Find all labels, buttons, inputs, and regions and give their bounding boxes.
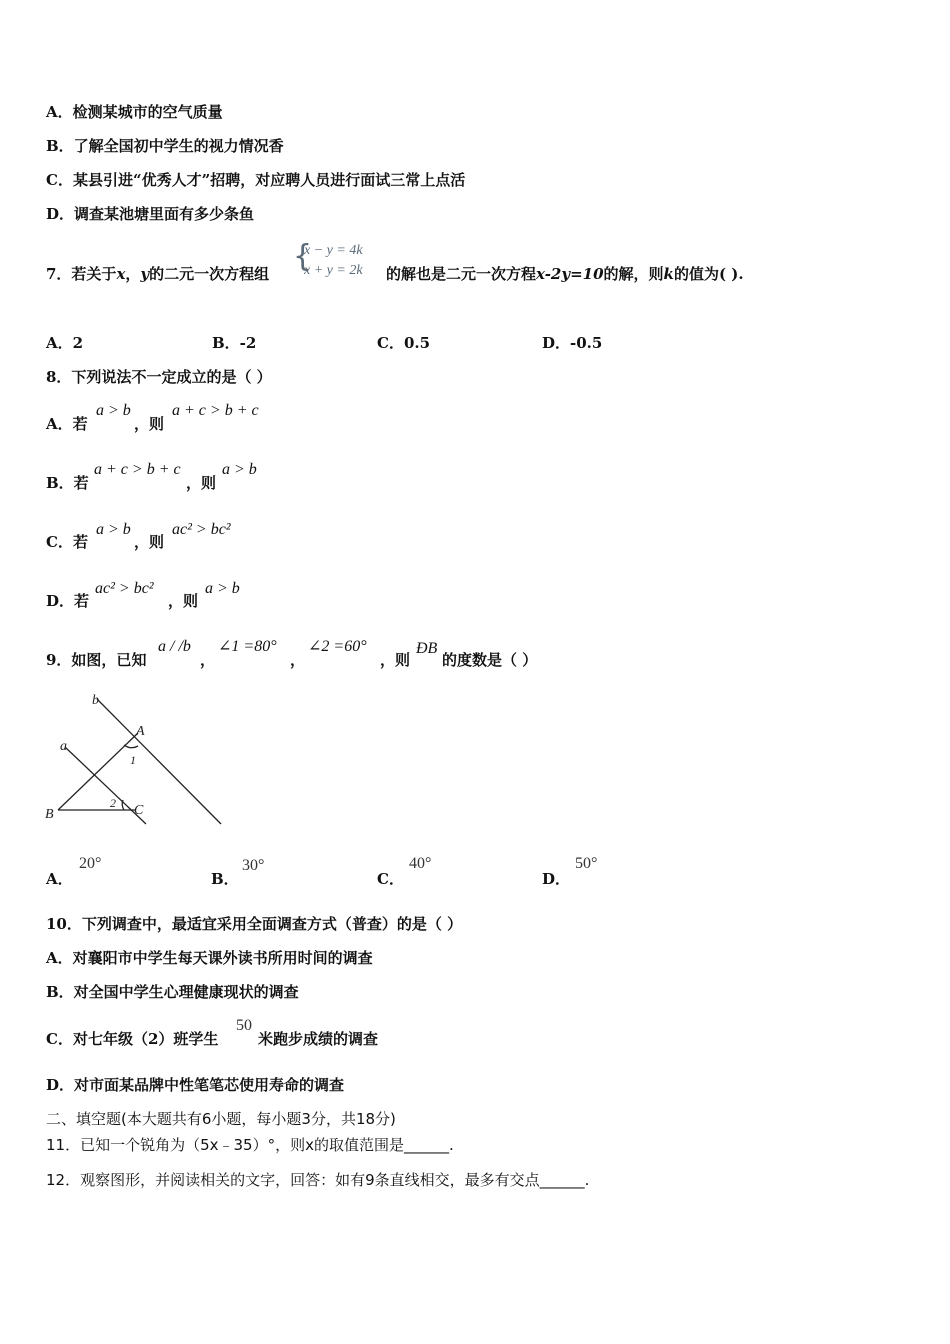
q10-title: 10．下列调查中，最适宜采用全面调查方式（普查）的是（ ） xyxy=(46,915,463,933)
q7-equation-2: x + y = 2k xyxy=(304,263,363,278)
q8-option-b-result: a > b xyxy=(222,461,257,478)
q10-option-c-tail: 米跑步成绩的调查 xyxy=(258,1030,379,1048)
q8-option-b-cond: a + c > b + c xyxy=(94,461,181,478)
q10-option-a: A．对襄阳市中学生每天课外读书所用时间的调查 xyxy=(46,949,373,967)
q7-equation-1: x − y = 4k xyxy=(304,243,363,258)
q8-option-b-then: ，则 xyxy=(186,474,217,492)
q9-option-c-value: 40° xyxy=(409,855,432,872)
q10-option-c: C．对七年级（2）班学生 xyxy=(46,1030,219,1048)
q9-option-c-label: C． xyxy=(377,870,404,888)
q7-stem: 7．若关于x，y的二元一次方程组 xyxy=(46,265,270,283)
q9-figure xyxy=(40,690,240,830)
q9-cond-parallel: a / /b xyxy=(158,638,191,655)
q7-option-b: B．-2 xyxy=(212,334,257,352)
q7-stem-tail: 的解也是二元一次方程x-2y=10的解，则k的值为( ). xyxy=(386,265,744,283)
q8-option-c-result: ac² > bc² xyxy=(172,521,231,538)
q10-option-d: D．对市面某品牌中性笔笔芯使用寿命的调查 xyxy=(46,1076,345,1094)
section-2-title: 二、填空题(本大题共有6小题，每小题3分，共18分) xyxy=(46,1110,396,1128)
q8-option-a-cond: a > b xyxy=(96,402,131,419)
q7-option-a: A．2 xyxy=(46,334,84,352)
q8-option-b-label: B．若 xyxy=(46,474,89,492)
label-B: B xyxy=(45,807,54,822)
label-a: a xyxy=(60,739,67,754)
q8-title: 8．下列说法不一定成立的是（ ） xyxy=(46,368,272,386)
q8-option-a-result: a + c > b + c xyxy=(172,402,259,419)
q6-option-a: A．检测某城市的空气质量 xyxy=(46,103,223,121)
label-1: 1 xyxy=(130,753,136,767)
q7-option-d: D．-0.5 xyxy=(542,334,603,352)
angle-1-arc xyxy=(124,745,138,748)
q10-option-b: B．对全国中学生心理健康现状的调查 xyxy=(46,983,299,1001)
q9-stem-prefix: 9．如图，已知 xyxy=(46,651,147,669)
q6-option-c: C．某县引进“优秀人才”招聘，对应聘人员进行面试三常上点活 xyxy=(46,171,466,189)
label-2: 2 xyxy=(110,796,116,810)
q9-option-d-label: D． xyxy=(542,870,571,888)
q8-option-d-label: D．若 xyxy=(46,592,90,610)
q9-target-angle: ÐB xyxy=(416,640,438,657)
q9-then: ，则 xyxy=(380,651,411,669)
q9-option-a-label: A． xyxy=(46,870,73,888)
q10-option-c-number: 50 xyxy=(236,1017,252,1034)
q9-cond-angle2: ∠2 =60° xyxy=(308,638,367,655)
q7-option-c: C．0.5 xyxy=(377,334,431,352)
q12-text: 12．观察图形，并阅读相关的文字，回答：如有9条直线相交，最多有交点______. xyxy=(46,1171,590,1189)
q8-option-c-then: ，则 xyxy=(134,533,165,551)
q8-option-c-cond: a > b xyxy=(96,521,131,538)
q9-option-d-value: 50° xyxy=(575,855,598,872)
q9-sep-1: ， xyxy=(200,651,216,669)
segment-ab xyxy=(58,733,138,810)
q8-option-a-label: A．若 xyxy=(46,415,88,433)
q9-sep-2: ， xyxy=(290,651,306,669)
q6-option-d: D．调查某池塘里面有多少条鱼 xyxy=(46,205,255,223)
label-b: b xyxy=(92,693,99,708)
label-A: A xyxy=(136,724,145,739)
q9-cond-angle1: ∠1 =80° xyxy=(218,638,277,655)
q6-option-b: B．了解全国初中学生的视力情况香 xyxy=(46,137,284,155)
q8-option-d-then: ，则 xyxy=(168,592,199,610)
q11-text: 11．已知一个锐角为（5x﹣35）°，则x的取值范围是______. xyxy=(46,1136,454,1154)
q9-option-b-value: 30° xyxy=(242,857,265,874)
label-C: C xyxy=(134,803,144,818)
q8-option-c-label: C．若 xyxy=(46,533,88,551)
q8-option-d-result: a > b xyxy=(205,580,240,597)
angle-2-arc xyxy=(122,800,124,810)
q9-option-a-value: 20° xyxy=(79,855,102,872)
q8-option-a-then: ，则 xyxy=(134,415,165,433)
q8-option-d-cond: ac² > bc² xyxy=(95,580,154,597)
q9-suffix: 的度数是（ ） xyxy=(442,651,538,669)
q9-option-b-label: B． xyxy=(211,870,239,888)
q7-system-brace: { xyxy=(293,239,313,274)
